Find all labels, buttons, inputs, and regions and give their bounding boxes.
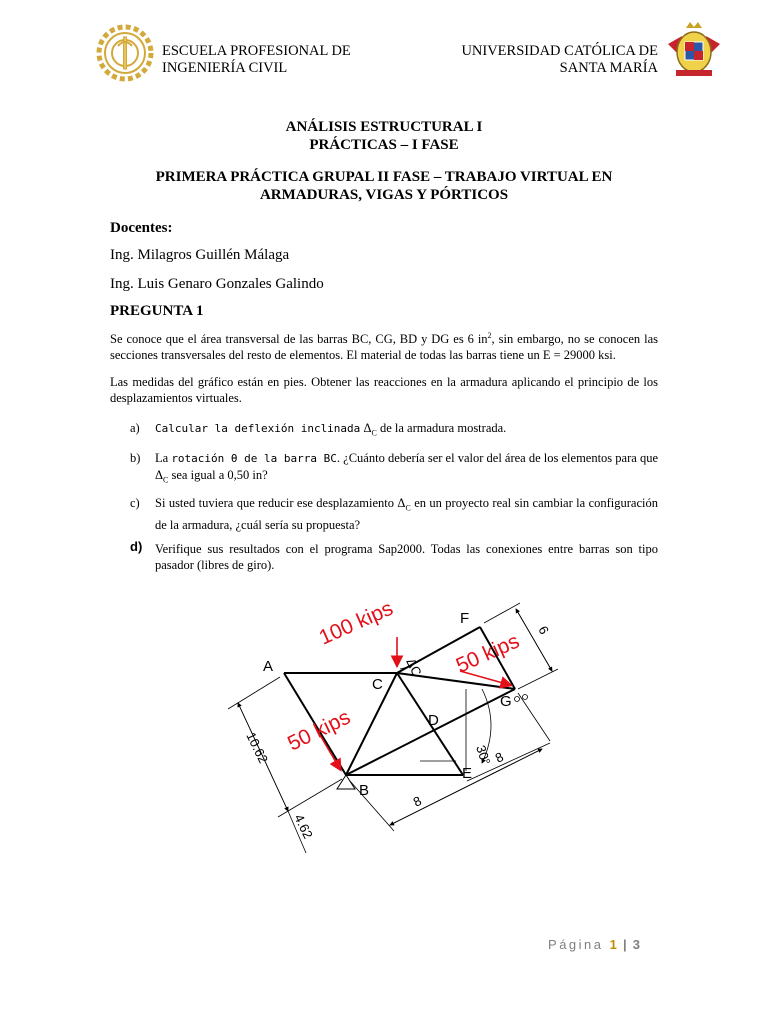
school-logo [96, 24, 154, 82]
university-name-line1: UNIVERSIDAD CATÓLICA DE [461, 43, 658, 59]
page-footer [548, 937, 640, 952]
truss-diagram [220, 585, 590, 865]
teacher-name-1: Ing. Milagros Guillén Málaga [110, 247, 290, 263]
page-separator: | [623, 937, 627, 952]
node-label-F: F [460, 610, 470, 627]
document-title [0, 168, 768, 204]
university-seal [662, 18, 726, 82]
node-label-A: A [263, 658, 274, 675]
school-name-line1: ESCUELA PROFESIONAL DE [162, 43, 351, 59]
load-label-50-left: 50 kips [284, 705, 355, 756]
dim-label-10-62: 10.62 [243, 729, 272, 766]
dim-label-6: 6 [535, 623, 552, 637]
question-heading: PREGUNTA 1 [110, 303, 204, 319]
paragraph-1: Se conoce que el área transversal de las barras BC, CG, BD y DG es 6 $in^2$, sin embargo, no se conocen las secciones transversales del resto de elementos. El material de todas las barras tiene un E = 29000 ksi. [110, 331, 658, 363]
paragraph-2: Las medidas del gráfico están en pies. Obtener las reacciones en la armadura aplicando el principio de los desplazamientos virtuales. [110, 375, 658, 405]
angle-label-30: 30° [473, 743, 494, 767]
course-line1: ANÁLISIS ESTRUCTURAL I [285, 119, 483, 135]
node-label-C: C [372, 676, 383, 693]
dim-label-4-62: 4.62 [291, 811, 316, 842]
course-line2: PRÁCTICAS – I FASE [309, 137, 459, 153]
node-label-E: E [462, 765, 473, 782]
page-total: 3 [632, 937, 640, 952]
page-word: Página [548, 937, 604, 952]
header-right [461, 43, 658, 77]
school-name-line2: INGENIERÍA CIVIL [162, 60, 288, 76]
teachers-heading: Docentes: [110, 220, 173, 236]
header-left [162, 43, 351, 77]
title-line1: PRIMERA PRÁCTICA GRUPAL II FASE – TRABAJO VIRTUAL EN [155, 169, 613, 185]
page-number: 1 [609, 937, 617, 952]
dim-label-8-bottom: 8 [410, 793, 424, 810]
load-label-50-right: 50 kips [452, 629, 523, 678]
university-name-line2: SANTA MARÍA [559, 60, 658, 76]
teacher-name-2: Ing. Luis Genaro Gonzales Galindo [110, 276, 324, 292]
node-label-G: G [500, 693, 512, 710]
load-label-100: 100 kips [315, 596, 397, 650]
delta-c-label: ΔC [403, 655, 425, 679]
course-title [0, 118, 768, 154]
title-line2: ARMADURAS, VIGAS Y PÓRTICOS [259, 187, 509, 203]
node-label-D: D [428, 712, 439, 729]
dim-label-8-right: 8 [492, 749, 506, 766]
pin-support-B [337, 775, 355, 789]
node-label-B: B [359, 782, 370, 799]
